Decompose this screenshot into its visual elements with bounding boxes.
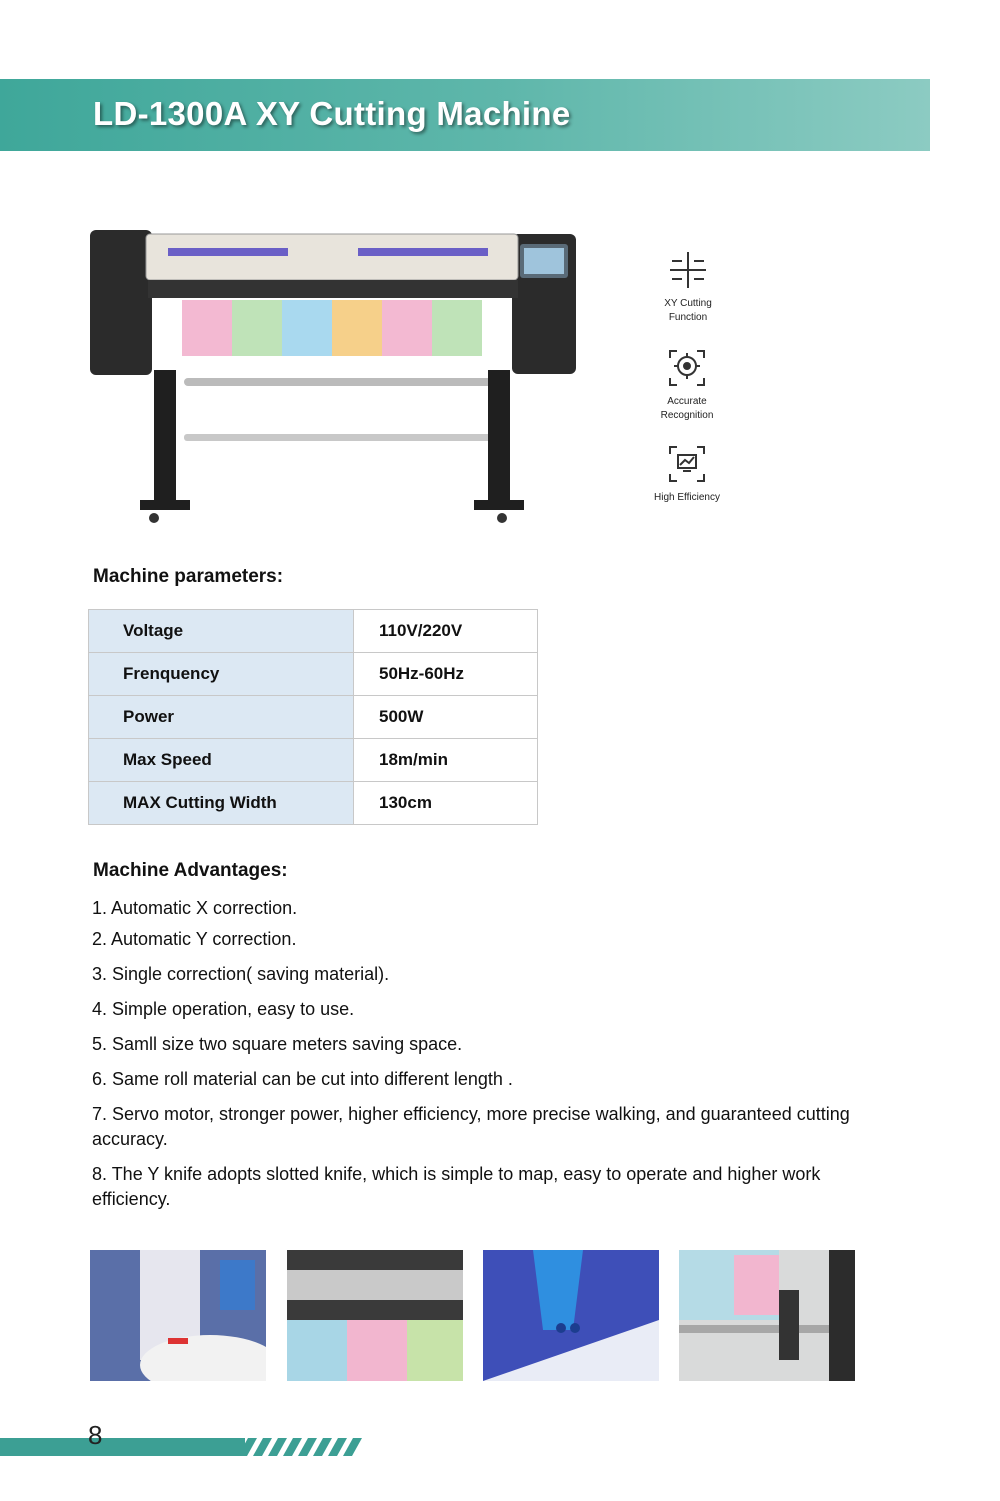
- footer-bar: [0, 1438, 245, 1456]
- photo-cutter-head: [90, 1250, 266, 1381]
- target-icon: [667, 348, 707, 388]
- feature-high-efficiency: [627, 444, 747, 503]
- table-row: [89, 782, 538, 825]
- feature-label-line2: Recognition: [660, 410, 714, 421]
- advantage-item: 2. Automatic Y correction.: [92, 929, 297, 949]
- advantage-item: 1. Automatic X correction.: [92, 898, 298, 918]
- feature-accurate-recognition: [627, 348, 747, 421]
- footer-stripes: [238, 1438, 363, 1456]
- advantage-item: 3. Single correction( saving material).: [92, 964, 390, 984]
- param-key: Frenquency: [89, 653, 354, 696]
- table-row: [89, 739, 538, 782]
- advantage-item: 7. Servo motor, stronger power, higher efficiency, more precise walking, and guaranteed cutting accuracy.: [92, 1104, 850, 1149]
- table-row: [89, 610, 538, 653]
- advantage-item: 8. The Y knife adopts slotted knife, which is simple to map, easy to operate and higher work efficiency.: [92, 1164, 821, 1209]
- parameters-table: [88, 609, 538, 825]
- feature-label-line1: Accurate: [667, 396, 707, 407]
- page-title: LD-1300A XY Cutting Machine: [93, 95, 571, 132]
- table-row: [89, 653, 538, 696]
- chart-monitor-icon: [667, 444, 707, 484]
- param-value: 130cm: [354, 782, 538, 825]
- parameters-title: Machine parameters:: [93, 566, 284, 587]
- param-key: Power: [89, 696, 354, 739]
- param-value: 50Hz-60Hz: [354, 653, 538, 696]
- advantage-item: 5. Samll size two square meters saving space.: [92, 1034, 463, 1054]
- param-value: 500W: [354, 696, 538, 739]
- advantages-title: Machine Advantages:: [93, 860, 288, 881]
- param-value: 110V/220V: [354, 610, 538, 653]
- advantage-item: 6. Same roll material can be cut into different length .: [92, 1069, 513, 1089]
- feature-label-line1: High Efficiency: [654, 492, 720, 503]
- param-value: 18m/min: [354, 739, 538, 782]
- advantage-item: 4. Simple operation, easy to use.: [92, 999, 355, 1019]
- photo-printed-roll: [287, 1250, 463, 1381]
- feature-label-line2: Function: [668, 312, 708, 323]
- page-number: 8: [88, 1420, 103, 1450]
- param-key: Max Speed: [89, 739, 354, 782]
- crosshair-grid-icon: [668, 250, 708, 290]
- feature-label-line1: XY Cutting: [664, 298, 712, 309]
- photo-feeding-rail: [679, 1250, 855, 1381]
- table-row: [89, 696, 538, 739]
- photo-y-knife: [483, 1250, 659, 1381]
- param-key: MAX Cutting Width: [89, 782, 354, 825]
- feature-xy-cutting: [628, 250, 748, 323]
- param-key: Voltage: [89, 610, 354, 653]
- machine-image: [88, 220, 588, 530]
